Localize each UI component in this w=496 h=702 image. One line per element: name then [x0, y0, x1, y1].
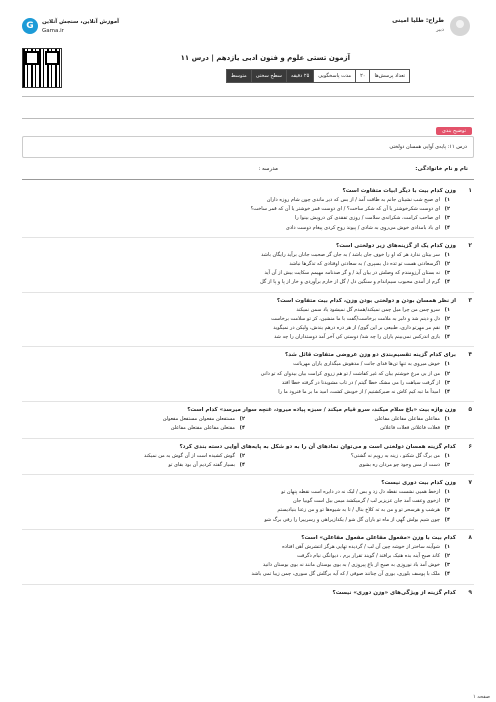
brand[interactable] — [22, 18, 122, 44]
question-number: ۸ — [468, 533, 472, 541]
stat-difficulty-label: سطح سختی — [251, 70, 286, 82]
question-item — [22, 293, 474, 348]
question-number: ۲ — [468, 241, 472, 249]
answer-option[interactable]: ۱)من برگ گل شکتو ، زینه به رویم نه گشتی؟ — [350, 452, 450, 459]
question-number: ۴ — [468, 351, 472, 359]
question-item — [22, 238, 474, 293]
answer-option[interactable]: ۳)نقم مر مهرتو داری، طبیعی بر این گوی/ از هر دره درهم یندش، ولیکن در نمیگوید — [273, 325, 450, 332]
student-name-label: نام و نام خانوادگی: — [415, 166, 468, 172]
question-item — [22, 439, 474, 475]
page-number: صفحه ۱ — [473, 694, 490, 700]
question-text: وزن واژه بیت «باغ سلام میکند، سرو قیام میکند / سبزه پیاده میرود، غنچه سوار میرسد» کدام است؟ — [187, 407, 456, 414]
stat-difficulty-value: متوسط — [227, 70, 251, 82]
exam-title: آزمون تستی علوم و فنون ادبی یازدهم | درس ۱۱ — [180, 54, 350, 62]
question-text: کدام گزینه همسان دولختی است و می‌توان نمادهای آن را به دو شکل به پایه‌های آوایی دسته بندی کرد؟ — [179, 443, 456, 450]
divider — [22, 96, 474, 97]
question-item — [22, 475, 474, 530]
question-number: ۱ — [468, 187, 472, 194]
question-item — [22, 402, 474, 438]
note-badge: توضیح بندی — [436, 127, 472, 135]
answer-option[interactable]: ۳)ای صاحب کرامت، شکرانه‌ی سلامت / روزی تفقدی کن درویش بینوا را — [294, 215, 450, 222]
qr-code-icon — [22, 48, 62, 88]
answer-option[interactable]: ۳)فعلات فاعلاتن فعلات فاعلاتن — [380, 425, 450, 432]
answer-option[interactable]: ۱)ازخط همیی نشست نقطه دل زد و بس / لیک نه در دایره است نقطه پنهان تو — [281, 489, 450, 496]
answer-option[interactable]: ۲)اگرسعادتی هست تو ثده دل بسپری / به سعادتی اوفتادی که تدگرها نباشد — [289, 261, 450, 268]
question-text: کدام گزینه از ویژگی‌های «وزن دوری» نیست؟ — [332, 589, 456, 596]
stat-duration-value: ۲۵ دقیقه — [286, 70, 313, 82]
answer-option[interactable]: ۱)سرو چمن من چرا میل چمن نمیکند/همدم گل نمیشود یاد سمن نمیکند — [296, 306, 450, 313]
avatar — [450, 16, 470, 36]
question-item — [22, 530, 474, 585]
question-text: وزن کدام بیت با دیگر ابیات متفاوت است؟ — [342, 188, 456, 194]
stat-questions-value: ۲۰ — [355, 70, 369, 82]
stat-duration-label: مدت پاسخگویی — [313, 70, 355, 82]
answer-option[interactable]: ۱)ای صبح شب نشینان جانم به طاقت آمد / از بس که دیر ماندی چون شام روزه داران — [266, 197, 450, 203]
answer-option[interactable]: ۱)مفاعلن مفاعلن مفاعلن مفاعلن — [374, 416, 450, 423]
designer-role: دبیر — [436, 27, 444, 33]
answer-option[interactable]: ۳)از گرفت سیاهت را می مشک خطا گیتم / در تاب مشویدنا در گرفته خطا افتد — [281, 379, 450, 386]
answer-option[interactable]: ۲)کاند صبح آینه بده هتیک برافتد / گویند تقرار برم ، دیوانگی نیام دگرفت — [297, 553, 450, 560]
answer-option[interactable]: ۲)من از بی مرغ خوشتم بیان که غیر کفاشت / تو هم زروی کرامت بیان بیدوان که تو دانی — [260, 370, 450, 377]
school-label: مدرسه : — [258, 166, 278, 172]
note-box — [22, 136, 474, 158]
gama-logo-icon: G — [22, 18, 38, 34]
answer-option[interactable]: ۴)ای باد بامدادی خوش می‌روی به شادی / پیوند روح کردی پیغام دوست دادی — [285, 224, 450, 231]
question-text: از نظر همسان بودن و دولختی بودن وزن، کدام بیت متفاوت است؟ — [276, 297, 456, 304]
answer-option[interactable]: ۲)مستفعلن مفعولن مستفعل مفعولن — [162, 416, 245, 423]
answer-option[interactable]: ۴)چون شیم بولش گهی از ماه تو باران گل شو / یکدازیراهی و رسرییرا را رفی برگ شو — [264, 516, 450, 523]
answer-option[interactable]: ۳)دست از مس وجود چو مردان ره بشوی — [358, 461, 450, 468]
note-text: درس ۱۱: پایه‌ی آوایی همسان دولختی — [389, 144, 467, 150]
answer-option[interactable]: ۱)سر بیتان ندارد هر که او را خوف جان باشد / به جان گر صحبت جانان برآید رایگان باشد — [261, 251, 450, 258]
answer-option[interactable]: ۱)خوش میروی به تنها تن‌ها فدای جانت / مدهوش میگذاری یاران مهربانت — [293, 361, 450, 368]
answer-option[interactable]: ۴)گرم از آمدی محبوب سیم‌اندام و سنگین دل / گل از خارم برآوردی و خار از پا و پا از گل — [260, 279, 450, 286]
student-info — [40, 166, 468, 176]
question-number: ۹ — [468, 588, 472, 596]
question-number: ۳ — [468, 296, 472, 304]
question-text: کدام بیت با وزن «مفعول مفاعلن مفعول مفاعلن» است؟ — [301, 534, 456, 541]
answer-option[interactable]: ۳)هرشب و هرسحر تو و من به ته کلاخ بنال / تا به شیوه‌ها تو و من زعنا بنیادیستم — [277, 507, 450, 514]
answer-option[interactable]: ۲)ای دوست شکرخوشتر یا آن که شکر ساخت؟ / ای دوست قمر خوشتر یا آن که قمر ساخت؟ — [250, 206, 450, 213]
question-text: وزن کدام بیت دوری نیست؟ — [381, 480, 456, 487]
options-grid — [22, 415, 450, 433]
answer-option[interactable]: ۳)خوش آمد باد نوروزی به صبح از باغ پیروزی / به بوی بوستان مانند نه بوی بوستان دانید — [262, 562, 450, 569]
question-text: وزن کدام یک از گزینه‌های زیر دولختی است؟ — [336, 242, 456, 249]
divider — [22, 118, 474, 119]
question-item — [22, 183, 474, 238]
exam-stats — [226, 69, 410, 83]
brand-name: آموزش آنلاین، سنجش آنلاین — [42, 19, 120, 25]
answer-option[interactable]: ۴)ملک با پوسف بلوری، بوری آن چنانند صوفی / که آیه برگلش گل سوری، چمن زیبا تمی باشد — [251, 571, 450, 578]
options-grid — [22, 452, 450, 470]
answer-option[interactable]: ۱)شوآینه ساختر از خوشه چین آن لب / گردیده تهایی هرگز انتشرش آهن افتاده — [282, 543, 450, 550]
answer-option[interactable]: ۲)گوش کشیده است از آن گوش به من نمیکند — [143, 452, 245, 459]
divider — [22, 179, 474, 180]
page-header — [22, 12, 470, 88]
brand-site: Gama.ir — [42, 28, 64, 34]
question-number: ۷ — [468, 479, 472, 487]
question-number: ۶ — [468, 442, 472, 450]
question-item — [22, 347, 474, 402]
stat-questions-label: تعداد پرسش‌ها — [369, 70, 409, 82]
answer-option[interactable]: ۴)مفتعلن مفاعلن مفتعلن مفاعلن — [170, 425, 245, 432]
question-item — [22, 585, 474, 602]
question-text: برای کدام گزینه تقسیم‌بندی دو وزن عروضی متفاوت قائل شد؟ — [285, 352, 456, 359]
question-list — [22, 183, 474, 602]
answer-option[interactable]: ۴)بسیار گفته کردیم آن بود بقای تو — [168, 461, 245, 468]
question-number: ۵ — [468, 406, 472, 414]
designer-name: طراح: طلیا امینی — [392, 17, 444, 24]
answer-option[interactable]: ۴)بازی اندرکس نمی‌بینم یاران را چه شد/ دوستی کی آخر آمد دوستداران را چه شد — [274, 334, 450, 341]
answer-option[interactable]: ۴)امیدآ ما تبه کیم کاش نه صبرکشتیم / از خوبش کشت، امید ما بر ما فترود ما را — [278, 389, 450, 396]
answer-option[interactable]: ۲)دل و دینم شد و دلبر به ملامت برخاست/گفت با ما منشین، کز تو سلامت برخاست — [271, 315, 450, 322]
answer-option[interactable]: ۲)ازخوی وعفت آمد جان عزیزبر لب / گرمیکشد میس بیل است گوبیا جان — [292, 498, 450, 505]
answer-option[interactable]: ۳)نه بستان آرزومندم که وصلش در بیان آید / و گر صدنامه مهیمم سکایت بیش از آن آید — [264, 270, 450, 277]
